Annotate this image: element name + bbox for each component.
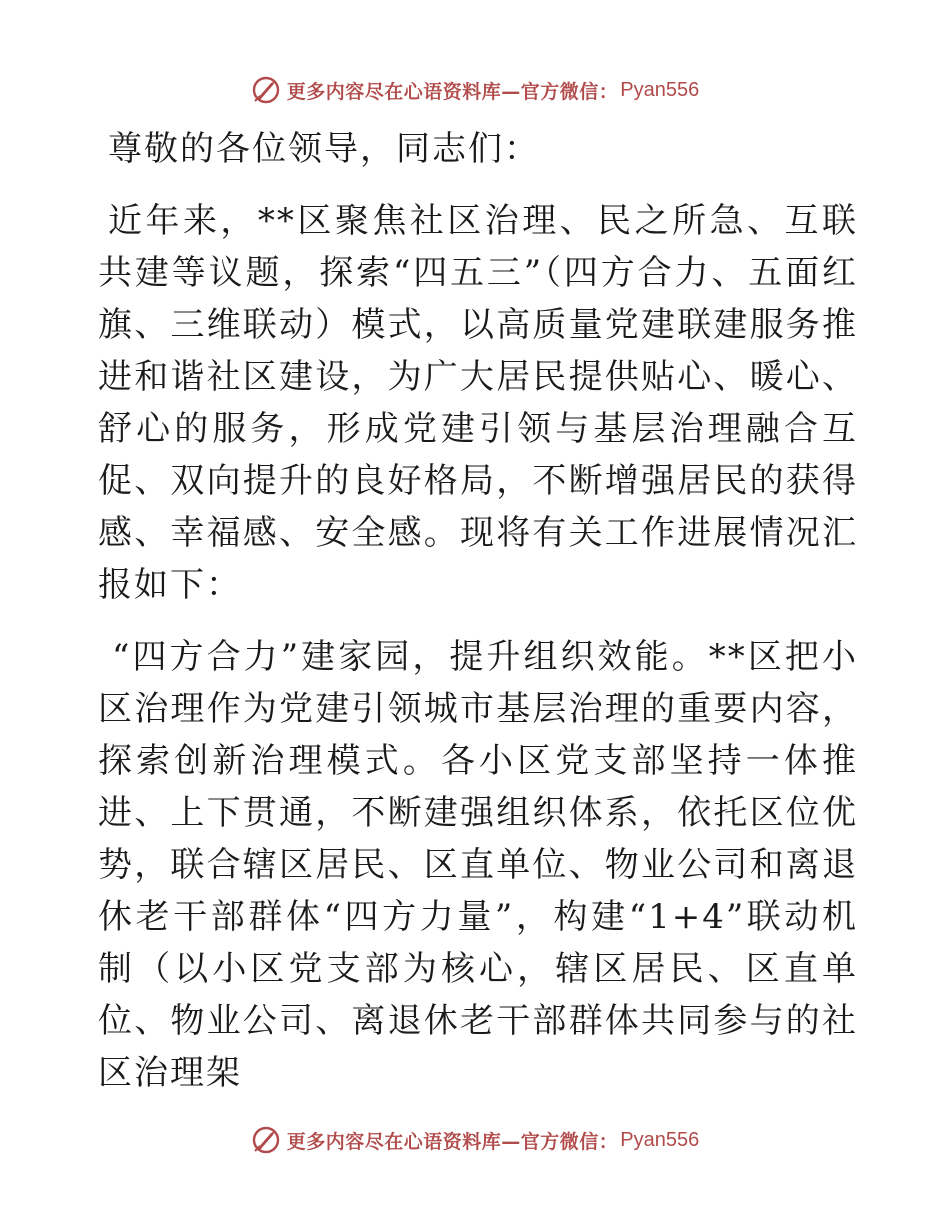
header-banner-text: 更多内容尽在心语资料库—官方微信： (286, 80, 619, 103)
paragraph-intro: 近年来，**区聚焦社区治理、民之所急、互联共建等议题，探索“四五三”（四方合力、五面红旗、三维联动）模式，以高质量党建联建服务推进和谐社区建设，为广大居民提供贴心、暖心、舒心的服务，形成党建引领与基层治理融合互促、双向提升的良好格局，不断增强居民的获得感、幸福感、安全感。现将有关工作进展情况汇报如下： (98, 201, 858, 605)
salutation: 尊敬的各位领导，同志们： (108, 129, 540, 169)
footer-banner-text: 更多内容尽在心语资料库—官方微信： (286, 1130, 619, 1153)
document-body (98, 123, 858, 1099)
paragraph-four-forces: “四方合力”建家园，提升组织效能。**区把小区治理作为党建引领城市基层治理的重要内容，探索创新治理模式。各小区党支部坚持一体推进、上下贯通，不断建强组织体系，依托区位优势，联合辖区居民、区直单位、物业公司和离退休老干部群体“四方力量”，构建“1+4”联动机制（以小区党支部为核心，辖区居民、区直单位、物业公司、离退休老干部群体共同参与的社区治理架 (98, 637, 858, 1093)
footer-banner-handle: Pyan556 (620, 1128, 700, 1151)
quill-pen-logo-icon (251, 1125, 281, 1155)
footer-watermark-banner (0, 1120, 950, 1160)
quill-pen-logo-icon (251, 75, 281, 105)
header-banner-handle: Pyan556 (620, 78, 700, 101)
header-watermark-banner (0, 70, 950, 110)
